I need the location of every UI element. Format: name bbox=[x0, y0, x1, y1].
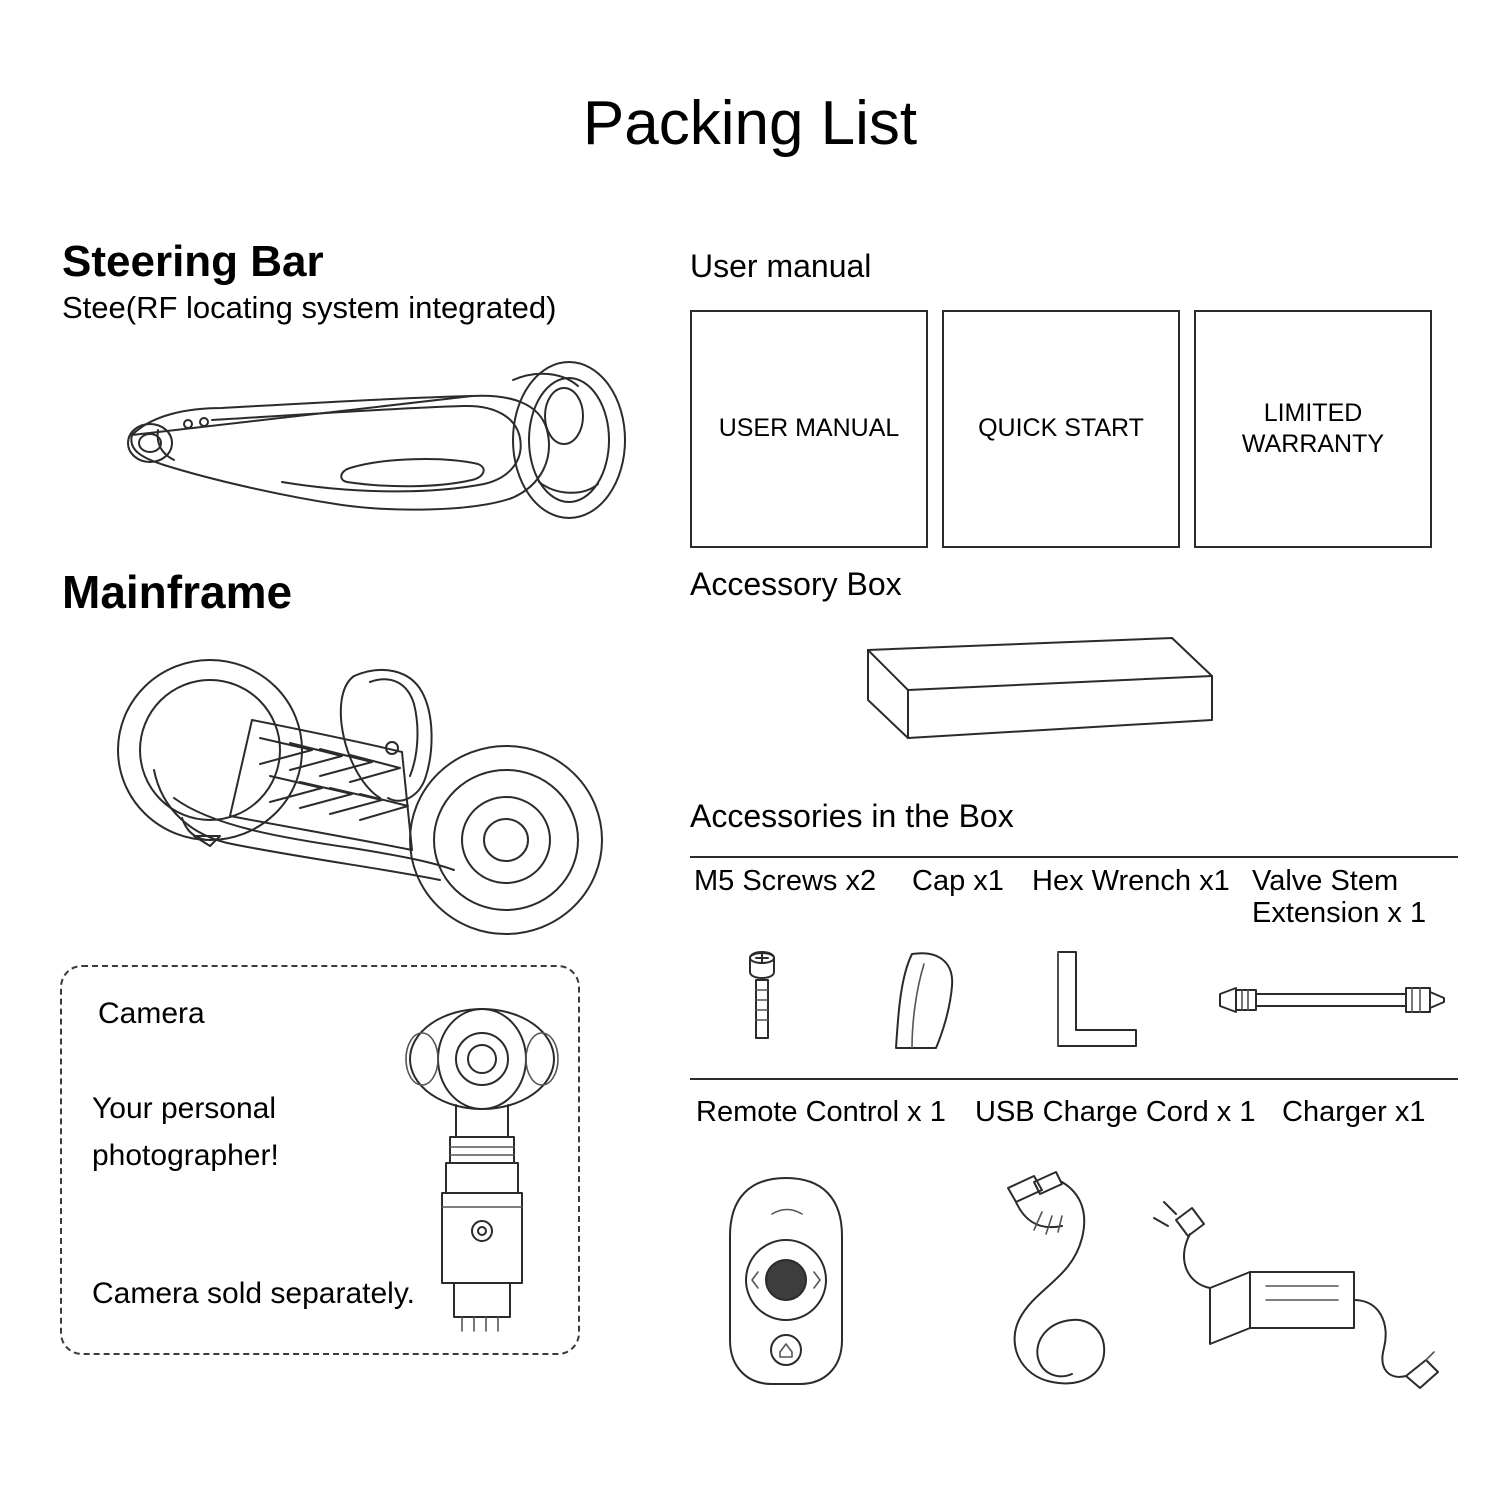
remote-control-icon bbox=[730, 1178, 842, 1384]
manual-card-quick-start: QUICK START bbox=[942, 310, 1180, 548]
page-title: Packing List bbox=[582, 89, 918, 158]
camera-tagline-line2: photographer! bbox=[92, 1139, 279, 1172]
charger-icon bbox=[1154, 1202, 1438, 1388]
accessory-row1-illustrations bbox=[690, 948, 1458, 1068]
divider-bottom bbox=[690, 1078, 1458, 1080]
steering-bar-heading: Steering Bar bbox=[62, 237, 324, 286]
steering-bar-illustration bbox=[92, 360, 652, 550]
mainframe-heading: Mainframe bbox=[62, 566, 293, 618]
accessory-label-cap: Cap x1 bbox=[912, 865, 1004, 897]
manual-card-user-manual: USER MANUAL bbox=[690, 310, 928, 548]
camera-tagline-line1: Your personal bbox=[92, 1092, 277, 1125]
left-column bbox=[62, 237, 692, 1310]
camera-sold-separately-note: Camera sold separately. bbox=[92, 1277, 415, 1310]
hex-wrench-icon bbox=[1058, 952, 1136, 1046]
accessory-box-illustration bbox=[820, 616, 1220, 756]
accessory-label-hex-wrench: Hex Wrench x1 bbox=[1032, 865, 1230, 897]
user-manual-heading: User manual bbox=[690, 248, 872, 284]
right-column bbox=[690, 248, 1450, 1128]
divider-top bbox=[690, 856, 1458, 858]
camera-illustration bbox=[392, 997, 572, 1347]
accessory-row2-illustrations bbox=[690, 1168, 1458, 1408]
accessories-in-box-heading: Accessories in the Box bbox=[690, 798, 1014, 834]
user-manual-card-row bbox=[690, 310, 1432, 548]
usb-cable-icon bbox=[1008, 1172, 1104, 1383]
accessory-label-usb-charge-cord: USB Charge Cord x 1 bbox=[975, 1096, 1256, 1128]
screw-icon bbox=[750, 952, 774, 1038]
accessory-box-heading: Accessory Box bbox=[690, 566, 902, 602]
camera-label: Camera bbox=[98, 997, 205, 1030]
manual-card-limited-warranty: LIMITED WARRANTY bbox=[1194, 310, 1432, 548]
accessory-label-remote-control: Remote Control x 1 bbox=[696, 1096, 946, 1128]
accessory-label-valve-stem-extension: Valve Stem Extension x 1 bbox=[1252, 865, 1427, 929]
accessory-label-m5-screws: M5 Screws x2 bbox=[694, 865, 877, 897]
valve-stem-extension-icon bbox=[1220, 988, 1444, 1012]
steering-bar-subheading: Stee(RF locating system integrated) bbox=[62, 290, 557, 325]
accessory-row1-labels bbox=[690, 866, 1458, 936]
mainframe-illustration bbox=[102, 630, 642, 950]
camera-callout-box bbox=[60, 965, 580, 1355]
accessory-label-charger: Charger x1 bbox=[1282, 1096, 1426, 1128]
cap-icon bbox=[896, 953, 952, 1048]
